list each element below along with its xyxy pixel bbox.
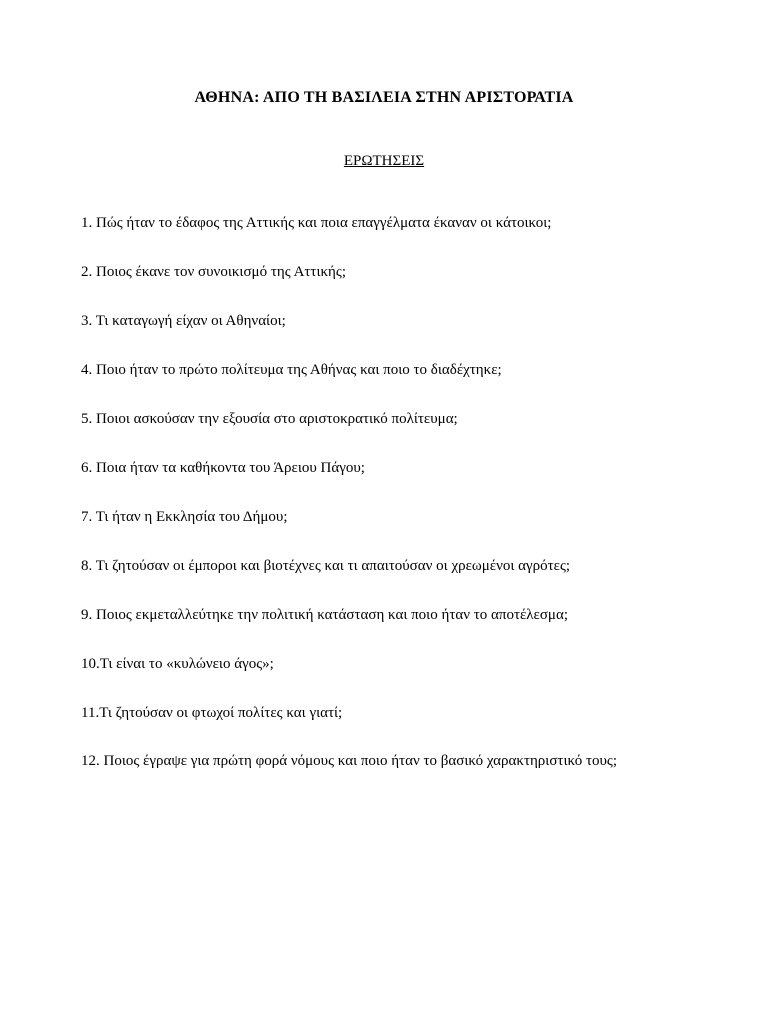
question-item: 8. Τι ζητούσαν οι έμποροι και βιοτέχνες και τι απαιτούσαν οι χρεωμένοι αγρότες; — [81, 558, 571, 574]
question-item: 9. Ποιος εκμεταλλεύτηκε την πολιτική κατάσταση και ποιο ήταν το αποτέλεσμα; — [81, 607, 568, 623]
question-item: 1. Πώς ήταν το έδαφος της Αττικής και ποια επαγγέλματα έκαναν οι κάτοικοι; — [81, 215, 552, 231]
questions-list — [81, 213, 701, 782]
question-item: 5. Ποιοι ασκούσαν την εξουσία στο αριστοκρατικό πολίτευμα; — [81, 411, 458, 427]
question-item: 4. Ποιο ήταν το πρώτο πολίτευμα της Αθήνας και ποιο το διαδέχτηκε; — [81, 362, 502, 378]
question-item: 7. Τι ήταν η Εκκλησία του Δήμου; — [81, 509, 288, 525]
document-title: ΑΘΗΝΑ: ΑΠΟ ΤΗ ΒΑΣΙΛΕΙΑ ΣΤΗΝ ΑΡΙΣΤΟΡΑΤΙΑ — [194, 89, 574, 106]
question-item: 3. Τι καταγωγή είχαν οι Αθηναίοι; — [81, 313, 286, 329]
question-item: 11.Τι ζητούσαν οι φτωχοί πολίτες και γιατί; — [81, 705, 343, 721]
question-item: 6. Ποια ήταν τα καθήκοντα του Άρειου Πάγου; — [81, 460, 365, 476]
question-item: 12. Ποιος έγραψε για πρώτη φορά νόμους και ποιο ήταν το βασικό χαρακτηριστικό τους; — [81, 753, 618, 769]
question-item: 10.Τι είναι το «κυλώνειο άγος»; — [81, 656, 274, 672]
questions-heading: ΕΡΩΤΗΣΕΙΣ — [343, 153, 425, 169]
question-item: 2. Ποιος έκανε τον συνοικισμό της Αττικής; — [81, 264, 347, 280]
